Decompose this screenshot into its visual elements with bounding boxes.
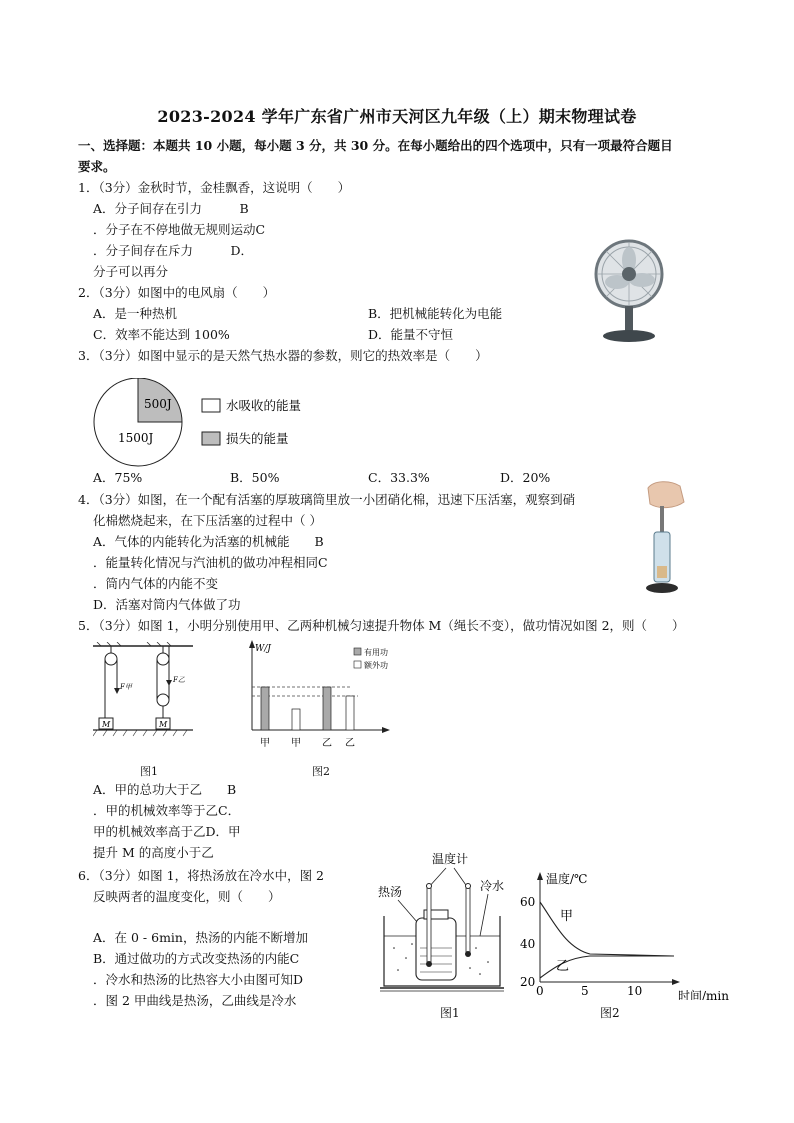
q1-option-line1: A．分子间存在引力 B (93, 201, 249, 216)
q5-option-line1: A．甲的总功大于乙 B (93, 782, 237, 797)
q2-option-d: D．能量不守恒 (368, 327, 454, 342)
q6-fig2-ytick-20: 20 (520, 975, 536, 989)
q2-option-a: A．是一种热机 (93, 306, 178, 321)
q6-fig2-caption: 图2 (600, 1006, 620, 1020)
q6-option-line3: ．冷水和热汤的比热容大小由图可知D (93, 972, 304, 987)
q6-fig1-thermometer-label: 温度计 (432, 852, 469, 866)
q4-option-line3: ．筒内气体的内能不变 (93, 576, 219, 591)
q1-stem: 1．（3分）金秋时节，金桂飘香，这说明（ ） (78, 180, 351, 195)
q5-fig1-caption: 图1 (140, 765, 158, 778)
q4-stem-line2: 化棉燃烧起来，在下压活塞的过程中（ ） (93, 513, 322, 528)
q5-fig1-force-right: F乙 (173, 676, 185, 684)
q5-fig2-legend-extra: 额外功 (364, 661, 388, 670)
piston-cylinder-image (626, 480, 688, 600)
q6-stem-line1: 6．（3分）如图 1，将热汤放在冷水中，图 2 (78, 868, 325, 883)
q5-fig1-mass-left: M (102, 720, 111, 729)
q5-figure1-pulleys (93, 642, 193, 738)
q5-option-line3: 甲的机械效率高于乙D．甲 (93, 824, 241, 839)
q5-figure2-work-chart (240, 638, 400, 750)
bar-yi-useful (323, 687, 331, 730)
q1-option-line3: ．分子间存在斥力 D． (93, 243, 254, 258)
q6-option-line1: A．在 0 - 6min，热汤的内能不断增加 (93, 930, 308, 945)
q2-stem: 2．（3分）如图中的电风扇（ ） (78, 285, 276, 300)
q6-fig1-soup-label: 热汤 (378, 885, 403, 899)
q5-option-line2: ．甲的机械效率等于乙C． (93, 803, 241, 818)
q5-fig1-mass-right: M (159, 720, 168, 729)
q1-option-line2: ．分子在不停地做无规则运动C (93, 222, 266, 237)
q5-fig2-tick-2: 甲 (291, 738, 301, 749)
q5-fig2-tick-3: 乙 (322, 738, 332, 749)
q4-option-line1: A．气体的内能转化为活塞的机械能 B (93, 534, 324, 549)
section-header-line2: 要求。 (78, 159, 116, 174)
q2-option-c: C．效率不能达到 100% (93, 327, 230, 342)
q6-fig2-xtick-0: 0 (536, 984, 544, 998)
q5-fig2-caption: 图2 (312, 765, 330, 778)
q6-stem-line2: 反映两者的温度变化，则（ ） (93, 889, 281, 904)
pie-rest-label: 1500J (118, 431, 154, 445)
q6-fig2-curve-jia-label: 甲 (560, 909, 574, 924)
page-title: 2023-2024 学年广东省广州市天河区九年级（上）期末物理试卷 (157, 107, 637, 126)
q5-option-line4: 提升 M 的高度小于乙 (93, 845, 214, 860)
legend-absorbed: 水吸收的能量 (226, 398, 302, 413)
q3-option-c: C．33.3% (368, 470, 430, 485)
q3-option-d: D．20% (500, 470, 551, 485)
bar-jia-useful (261, 687, 269, 730)
q6-option-line4: ．图 2 甲曲线是热汤，乙曲线是冷水 (93, 993, 297, 1008)
q5-fig2-tick-1: 甲 (260, 738, 270, 749)
q3-pie-chart (92, 378, 322, 468)
section-header-line1: 一、选择题：本题共 10 小题，每小题 3 分，共 30 分。在每小题给出的四个选项中，只有一项最符合题目 (78, 138, 673, 153)
q6-fig2-curve-yi-label: 乙 (556, 959, 570, 974)
q6-figure2-temperature-chart (510, 866, 746, 1000)
q6-figure1-apparatus (376, 848, 506, 994)
q6-fig2-xlabel: 时间/min (678, 989, 729, 1000)
pie-slice-label: 500J (144, 397, 172, 411)
legend-lost: 损失的能量 (226, 431, 289, 446)
bar-jia-extra (292, 709, 300, 730)
q5-stem: 5．（3分）如图 1，小明分别使用甲、乙两种机械匀速提升物体 M（绳长不变），做功情况如图 2，则（ ） (78, 618, 685, 633)
q6-fig2-ytick-40: 40 (520, 937, 536, 951)
q6-option-line2: B．通过做功的方式改变热汤的内能C (93, 951, 300, 966)
q4-option-line2: ．能量转化情况与汽油机的做功冲程相同C (93, 555, 328, 570)
q6-fig2-xtick-10: 10 (627, 984, 643, 998)
q6-fig2-ytick-60: 60 (520, 895, 536, 909)
q6-fig1-caption: 图1 (440, 1006, 460, 1020)
q4-option-line4: D．活塞对筒内气体做了功 (93, 597, 241, 612)
q6-fig2-xtick-5: 5 (581, 984, 589, 998)
q6-fig2-ylabel: 温度/℃ (546, 872, 588, 886)
legend-swatch-lost (202, 432, 220, 445)
q3-option-b: B．50% (230, 470, 280, 485)
q6-fig1-water-label: 冷水 (480, 879, 505, 893)
q5-fig2-tick-4: 乙 (345, 738, 355, 749)
q4-stem-line1: 4．（3分）如图，在一个配有活塞的厚玻璃筒里放一小团硝化棉，迅速下压活塞，观察到硝 (78, 492, 576, 507)
q1-option-line4: 分子可以再分 (93, 264, 169, 279)
q2-option-b: B．把机械能转化为电能 (368, 306, 503, 321)
q3-stem: 3．（3分）如图中显示的是天然气热水器的参数，则它的热效率是（ ） (78, 348, 488, 363)
q3-option-a: A．75% (93, 470, 143, 485)
bar-yi-extra (346, 696, 354, 730)
legend-swatch-absorbed (202, 399, 220, 412)
electric-fan-image (590, 238, 668, 346)
q5-fig1-force-left: F甲 (120, 683, 132, 691)
q5-fig2-ylabel: W/J (255, 644, 271, 654)
q5-fig2-legend-useful: 有用功 (364, 648, 388, 657)
